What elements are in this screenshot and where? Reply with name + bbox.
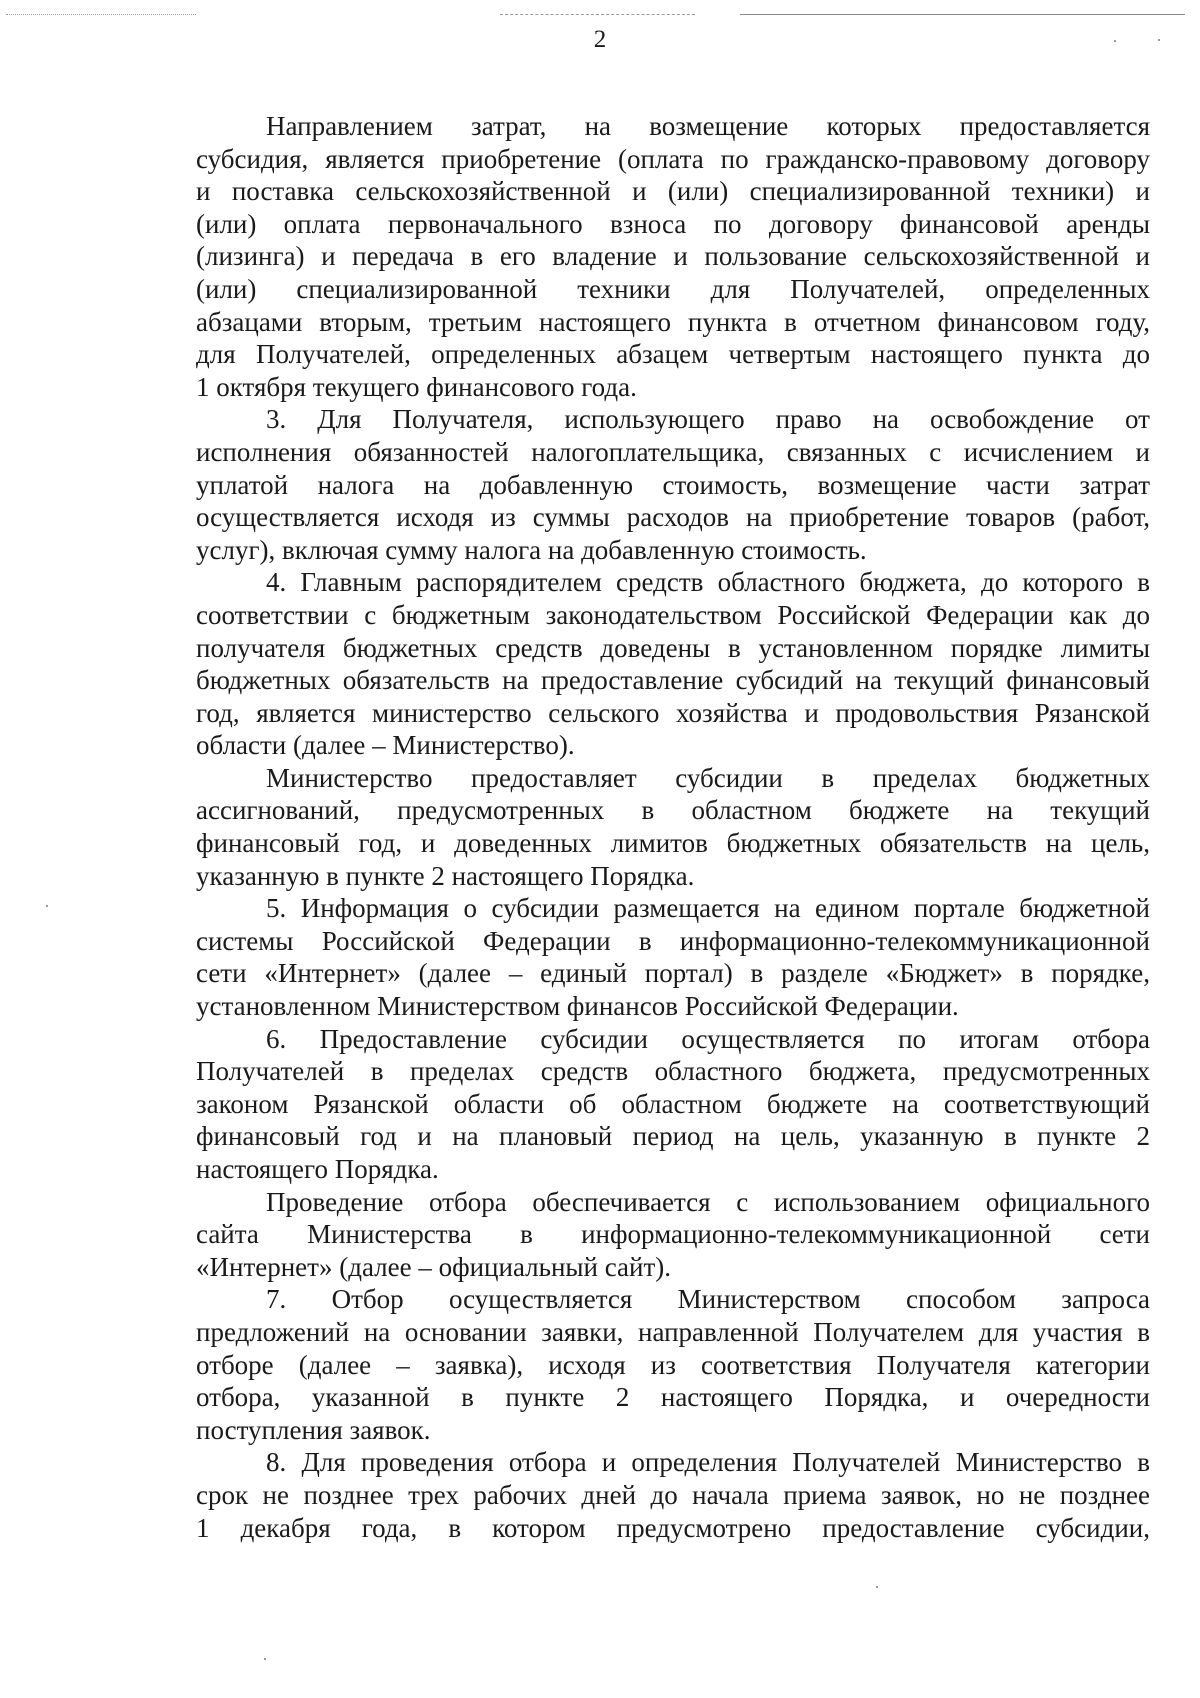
scan-edge-mark bbox=[6, 14, 196, 15]
document-body bbox=[196, 110, 1150, 1544]
text-line: 3. Для Получателя, использующего право на освобождение от bbox=[266, 404, 1150, 435]
text-line: (лизинга) и передача в его владение и пользование сельскохозяйственной и bbox=[196, 241, 1150, 272]
paragraph-item-8 bbox=[196, 1446, 1150, 1544]
scan-edge-mark bbox=[500, 14, 695, 15]
scan-speck bbox=[1158, 39, 1160, 41]
scan-speck bbox=[1114, 40, 1116, 42]
text-line: Направлением затрат, на возмещение которых предоставляется bbox=[266, 111, 1150, 141]
text-line: сети «Интернет» (далее – единый портал) в разделе «Бюджет» в порядке, bbox=[196, 958, 1150, 989]
text-line: 7. Отбор осуществляется Министерством способом запроса bbox=[266, 1284, 1150, 1315]
text-line: год, является министерство сельского хозяйства и продовольствия Рязанской bbox=[196, 697, 1150, 728]
paragraph-ministry-subsidies bbox=[196, 762, 1150, 892]
text-line: указанную в пункте 2 настоящего Порядка. bbox=[196, 860, 695, 891]
paragraph-item-5 bbox=[196, 892, 1150, 1022]
text-line: предложений на основании заявки, направленной Получателем для участия в bbox=[196, 1316, 1150, 1347]
text-line: 4. Главным распорядителем средств областного бюджета, до которого в bbox=[266, 567, 1150, 598]
text-line: услуг), включая сумму налога на добавленную стоимость. bbox=[196, 534, 867, 565]
paragraph-selection-website bbox=[196, 1186, 1150, 1284]
page-number: 2 bbox=[593, 26, 607, 53]
text-line: 6. Предоставление субсидии осуществляется по итогам отбора bbox=[266, 1023, 1150, 1054]
text-line: Министерство предоставляет субсидии в пределах бюджетных bbox=[266, 762, 1150, 793]
text-line: 1 декабря года, в котором предусмотрено предоставление субсидии, bbox=[196, 1512, 1150, 1543]
scan-speck bbox=[46, 905, 48, 907]
text-line: получателя бюджетных средств доведены в установленном порядке лимиты bbox=[196, 632, 1150, 663]
text-line: установленном Министерством финансов Российской Федерации. bbox=[196, 991, 959, 1022]
text-line: системы Российской Федерации в информационно-телекоммуникационной bbox=[196, 925, 1150, 956]
text-line: 1 октября текущего финансового года. bbox=[196, 371, 637, 402]
text-line: (или) оплата первоначального взноса по договору финансовой аренды bbox=[196, 208, 1150, 239]
text-line: Проведение отбора обеспечивается с использованием официального bbox=[266, 1186, 1150, 1217]
text-line: осуществляется исходя из суммы расходов на приобретение товаров (работ, bbox=[196, 502, 1150, 533]
text-line: отбора, указанной в пункте 2 настоящего Порядка, и очередности bbox=[196, 1382, 1150, 1413]
text-line: финансовый год и на плановый период на цель, указанную в пункте 2 bbox=[196, 1121, 1150, 1152]
scan-speck bbox=[876, 1586, 878, 1588]
text-line: законом Рязанской области об областном бюджете на соответствующий bbox=[196, 1088, 1150, 1119]
paragraph-item-4 bbox=[196, 566, 1150, 762]
text-line: 8. Для проведения отбора и определения Получателей Министерство в bbox=[266, 1447, 1150, 1478]
paragraph-cost-direction bbox=[196, 110, 1150, 403]
paragraph-item-3 bbox=[196, 403, 1150, 566]
text-line: финансовый год, и доведенных лимитов бюджетных обязательств на цель, bbox=[196, 828, 1150, 859]
text-line: уплатой налога на добавленную стоимость, возмещение части затрат bbox=[196, 469, 1150, 500]
text-line: субсидия, является приобретение (оплата по гражданско-правовому договору bbox=[196, 143, 1150, 174]
text-line: области (далее – Министерство). bbox=[196, 730, 575, 761]
paragraph-item-6 bbox=[196, 1023, 1150, 1186]
text-line: настоящего Порядка. bbox=[196, 1154, 439, 1184]
text-line: соответствии с бюджетным законодательством Российской Федерации как до bbox=[196, 599, 1150, 630]
text-line: и поставка сельскохозяйственной и (или) специализированной техники) и bbox=[196, 176, 1150, 207]
text-line: отборе (далее – заявка), исходя из соответствия Получателя категории bbox=[196, 1349, 1150, 1380]
scan-speck bbox=[264, 1658, 266, 1660]
text-line: «Интернет» (далее – официальный сайт). bbox=[196, 1251, 672, 1282]
text-line: 5. Информация о субсидии размещается на едином портале бюджетной bbox=[266, 893, 1150, 924]
text-line: Получателей в пределах средств областного бюджета, предусмотренных bbox=[196, 1056, 1150, 1087]
text-line: для Получателей, определенных абзацем четвертым настоящего пункта до bbox=[196, 339, 1150, 370]
text-line: поступления заявок. bbox=[196, 1414, 431, 1445]
text-line: ассигнований, предусмотренных в областном бюджете на текущий bbox=[196, 795, 1150, 826]
scan-edge-mark bbox=[740, 14, 1185, 15]
text-line: (или) специализированной техники для Получателей, определенных bbox=[196, 273, 1150, 304]
text-line: абзацами вторым, третьим настоящего пункта в отчетном финансовом году, bbox=[196, 306, 1150, 337]
text-line: сайта Министерства в информационно-телекоммуникационной сети bbox=[196, 1219, 1150, 1250]
text-line: бюджетных обязательств на предоставление субсидий на текущий финансовый bbox=[196, 665, 1150, 696]
text-line: срок не позднее трех рабочих дней до начала приема заявок, но не позднее bbox=[196, 1479, 1150, 1510]
paragraph-item-7 bbox=[196, 1283, 1150, 1446]
text-line: исполнения обязанностей налогоплательщика, связанных с исчислением и bbox=[196, 436, 1150, 467]
